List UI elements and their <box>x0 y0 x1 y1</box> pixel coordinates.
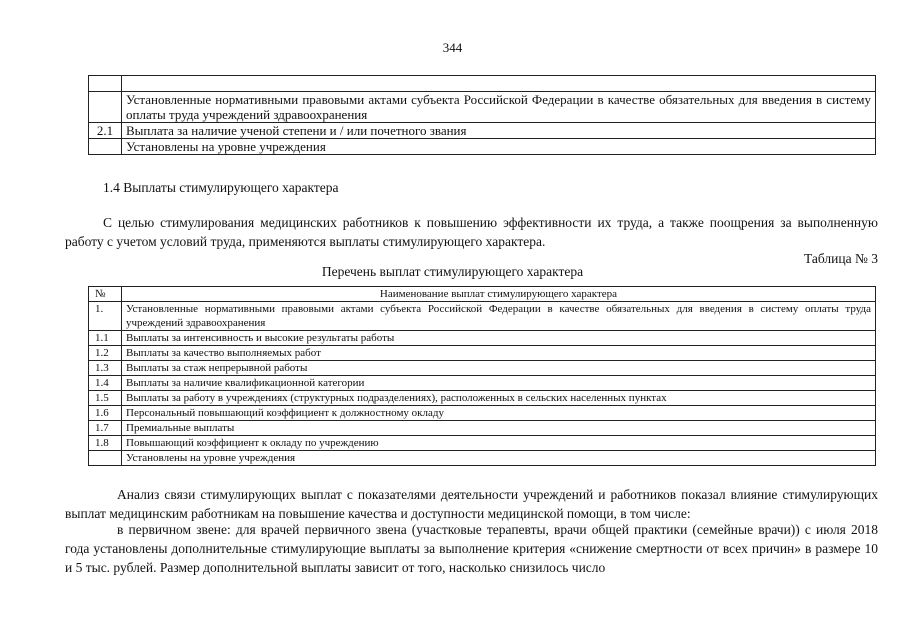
section-heading: 1.4 Выплаты стимулирующего характера <box>103 180 339 195</box>
row-number: 1.3 <box>89 361 122 376</box>
row-number: 1.6 <box>89 406 122 421</box>
paragraph-analysis: Анализ связи стимулирующих выплат с показателями деятельности учреждений и работников показал влияние стимулирующих выплат медицинским работникам на повышение качества и доступности медицинской помощи, в том числе: <box>65 487 878 521</box>
page-number: 344 <box>442 40 463 55</box>
table-title: Перечень выплат стимулирующего характера <box>321 264 584 279</box>
table-row <box>89 302 876 331</box>
table-row <box>89 92 876 123</box>
row-number: 1.8 <box>89 436 122 451</box>
table-row <box>89 361 876 376</box>
row-number <box>89 451 122 466</box>
row-text: Установлены на уровне учреждения <box>122 451 876 466</box>
table-row <box>89 436 876 451</box>
table-row <box>89 346 876 361</box>
row-text: Выплаты за стаж непрерывной работы <box>122 361 876 376</box>
table-row <box>89 421 876 436</box>
row-text: Выплаты за качество выполняемых работ <box>122 346 876 361</box>
row-text: Установлены на уровне учреждения <box>122 139 876 155</box>
row-text: Выплаты за интенсивность и высокие результаты работы <box>122 331 876 346</box>
stimulating-payments-table <box>88 286 876 466</box>
table-row <box>89 123 876 139</box>
table-row <box>89 391 876 406</box>
row-text: Выплаты за работу в учреждениях (структурных подразделениях), расположенных в сельских населенных пунктах <box>122 391 876 406</box>
table-row <box>89 451 876 466</box>
row-text: Установленные нормативными правовыми актами субъекта Российской Федерации в качестве обязательных для введения в систему оплаты труда учреждений здравоохранения <box>122 92 876 123</box>
row-text <box>122 76 876 92</box>
table-header-row <box>89 287 876 302</box>
row-text: Повышающий коэффициент к окладу по учреждению <box>122 436 876 451</box>
row-number: 1.2 <box>89 346 122 361</box>
row-number: 1.1 <box>89 331 122 346</box>
header-name: Наименование выплат стимулирующего характера <box>122 287 876 302</box>
row-text: Персональный повышающий коэффициент к должностному окладу <box>122 406 876 421</box>
row-text: Премиальные выплаты <box>122 421 876 436</box>
row-number <box>89 139 122 155</box>
table-row <box>89 376 876 391</box>
paragraph-primary-care: в первичном звене: для врачей первичного звена (участковые терапевты, врачи общей практики (семейные врачи)) с июля 2018 года установлены дополнительные стимулирующие выплаты за выполнение критерия «снижение смертности от всех причин» в размере 10 и 5 тыс. рублей. Размер дополнительной выплаты зависит от того, насколько снизилось число <box>65 522 878 575</box>
row-number <box>89 76 122 92</box>
table-row <box>89 139 876 155</box>
table-number: Таблица № 3 <box>804 251 878 266</box>
row-number: 1.7 <box>89 421 122 436</box>
row-number <box>89 92 122 123</box>
row-text: Выплаты за наличие квалификационной категории <box>122 376 876 391</box>
row-number: 1.4 <box>89 376 122 391</box>
row-text: Установленные нормативными правовыми актами субъекта Российской Федерации в качестве обязательных для введения в систему оплаты труда учреждений здравоохранения <box>122 302 876 331</box>
header-number: № <box>89 287 122 302</box>
table-row <box>89 331 876 346</box>
paragraph-stimulating-payments: С целью стимулирования медицинских работников к повышению эффективности их труда, а также поощрения за выполненную работу с учетом условий труда, применяются выплаты стимулирующего характера. <box>65 215 878 249</box>
row-number: 1. <box>89 302 122 331</box>
table-row <box>89 76 876 92</box>
top-table <box>88 75 876 155</box>
row-number: 2.1 <box>89 123 122 139</box>
row-number: 1.5 <box>89 391 122 406</box>
row-text: Выплата за наличие ученой степени и / или почетного звания <box>122 123 876 139</box>
table-row <box>89 406 876 421</box>
